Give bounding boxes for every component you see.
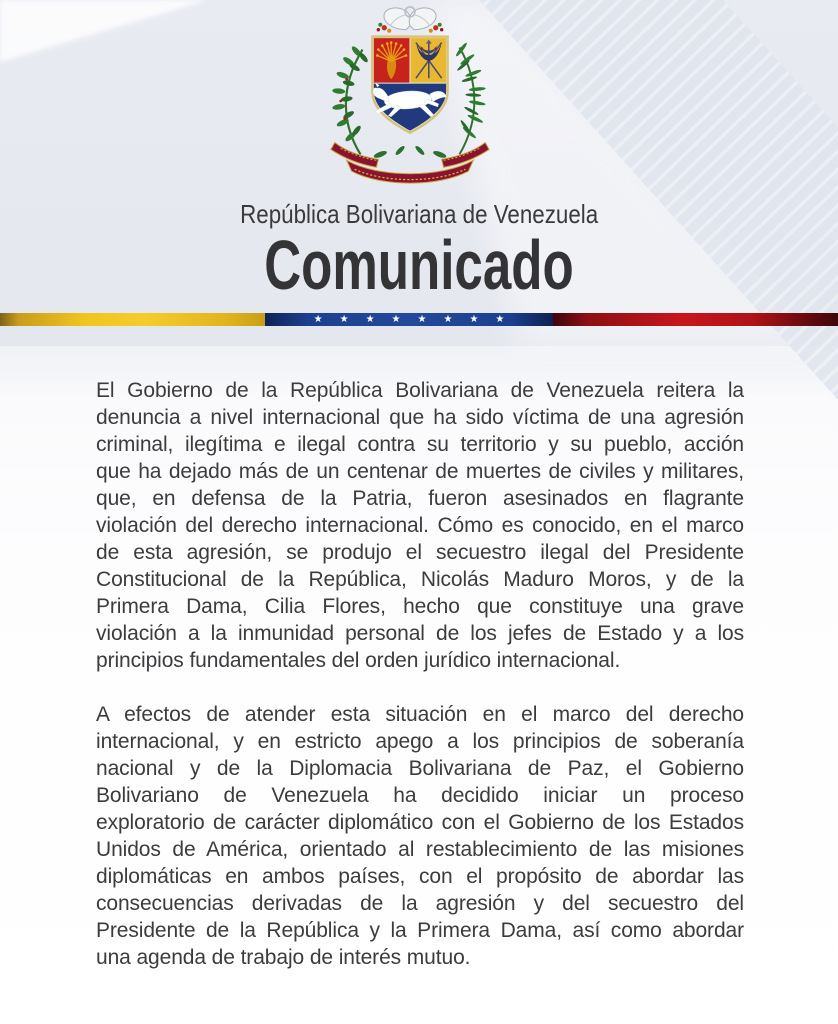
flag-divider [0, 313, 838, 326]
flag-star-icon: ★ [469, 314, 479, 325]
text-line: principios fundamentales del orden jurídico internacional. [96, 649, 621, 672]
text-line: denuncia a nivel internacional que ha sido víctima de una agresión [96, 406, 744, 429]
shield [372, 37, 447, 133]
page-title [0, 228, 838, 302]
flag-red-segment [553, 313, 838, 326]
text-line: que, en defensa de la Patria, fueron asesinados en flagrante [96, 487, 744, 510]
text-line: consecuencias derivadas de la agresión y del secuestro del [96, 892, 744, 915]
text-line: Bolivariano de Venezuela ha decidido iniciar un proceso [96, 784, 744, 807]
palm-branch [455, 42, 486, 155]
flag-star-icon: ★ [495, 314, 505, 325]
flag-yellow-segment [0, 313, 265, 326]
cornucopias [377, 7, 444, 33]
text-line: diplomáticas en ambos países, con el propósito de abordar las [96, 865, 744, 888]
flag-star-icon: ★ [443, 314, 453, 325]
flag-star-icon: ★ [365, 314, 375, 325]
text-line: Unidos de América, orientado al restablecimiento de las misiones [96, 838, 744, 861]
text-line: violación del derecho internacional. Cómo es conocido, en el marco [96, 514, 744, 537]
paragraph-1 [96, 377, 744, 674]
text-line: criminal, ilegítima e ilegal contra su territorio y su pueblo, acción [96, 433, 744, 456]
country-title-text: República Bolivariana de Venezuela [239, 199, 598, 229]
text-line: una agenda de trabajo de interés mutuo. [96, 946, 471, 969]
text-line: de esta agresión, se produjo el secuestro ilegal del Presidente [96, 541, 744, 564]
text-line: Constitucional de la República, Nicolás Maduro Moros, y de la [96, 568, 744, 591]
flag-star-icon: ★ [391, 314, 401, 325]
ribbon-banner [331, 143, 489, 184]
text-line: exploratorio de carácter diplomático con el Gobierno de los Estados [96, 811, 744, 834]
flag-star-icon: ★ [313, 314, 323, 325]
laurel-branch [332, 45, 369, 154]
text-line: que ha dejado más de un centenar de muertes de civiles y militares, [96, 460, 744, 483]
text-line: A efectos de atender esta situación en el marco del derecho [96, 703, 744, 726]
communique-body [96, 377, 744, 998]
page-title-text: Comunicado [264, 226, 574, 304]
text-line: Presidente de la República y la Primera Dama, así como abordar [96, 919, 744, 942]
flag-star-icon: ★ [339, 314, 349, 325]
text-line: violación a la inmunidad personal de los jefes de Estado y a los [96, 622, 744, 645]
paragraph-2 [96, 701, 744, 971]
text-line: nacional y de la Diplomacia Bolivariana de Paz, el Gobierno [96, 757, 744, 780]
venezuela-coat-of-arms-icon [320, 4, 500, 192]
text-line: El Gobierno de la República Bolivariana de Venezuela reitera la [96, 379, 744, 402]
flag-blue-segment [265, 313, 553, 326]
flag-star-icon: ★ [417, 314, 427, 325]
text-line: internacional, y en estricto apego a los principios de soberanía [96, 730, 744, 753]
text-line: Primera Dama, Cilia Flores, hecho que constituye una grave [96, 595, 744, 618]
flag-stars [265, 313, 553, 326]
